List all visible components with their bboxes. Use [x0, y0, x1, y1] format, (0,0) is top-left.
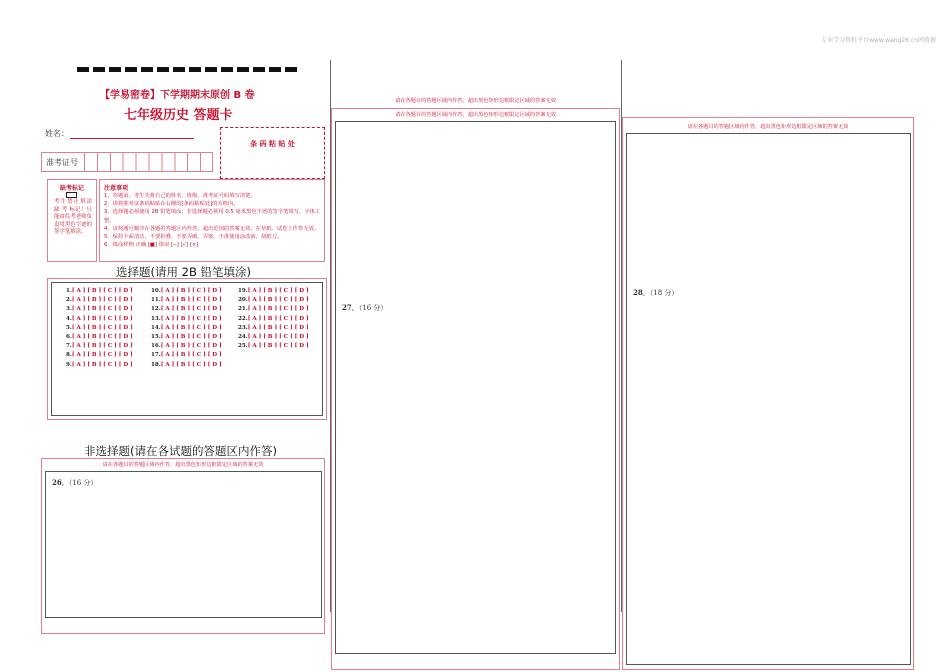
- choice-row[interactable]: 17.[ A ] [ B ] [ C ] [ D ]: [151, 352, 222, 359]
- choice-row[interactable]: 23.[ A ] [ B ] [ C ] [ D ]: [238, 324, 309, 331]
- question-28-label: 28．（18 分）: [633, 288, 679, 297]
- choice-row[interactable]: 25.[ A ] [ B ] [ C ] [ D ]: [238, 343, 309, 350]
- choice-row[interactable]: 5.[ A ] [ B ] [ C ] [ D ]: [66, 324, 133, 331]
- notice-item: 2．请将准考证条码粘贴在右侧的[条码粘贴处]的方框内。: [104, 201, 239, 208]
- nonchoice-section-title: 非选择题(请在各试题的答题区内作答): [84, 444, 277, 458]
- absent-mark-text: 考生禁止填涂 缺 考 标记！只能由监考老师负责用黑色字迹的签字笔填涂。: [54, 199, 92, 236]
- answer-warning: 请在各题目的答题区域内作答，超出黑色矩形边框限定区域的答案无效: [102, 462, 264, 468]
- name-field[interactable]: [70, 138, 194, 139]
- barcode-label: 条 码 粘 贴 处: [250, 140, 295, 148]
- choice-row[interactable]: 1.[ A ] [ B ] [ C ] [ D ]: [66, 288, 133, 294]
- notice-item: 3．选择题必须使用 2B 铅笔填涂；非选择题必须用 0.5 毫米黑色字迹的签字笔填写，字体工整。: [104, 209, 321, 224]
- choice-row[interactable]: 22.[ A ] [ B ] [ C ] [ D ]: [238, 315, 309, 322]
- choice-row[interactable]: 7.[ A ] [ B ] [ C ] [ D ]: [66, 343, 133, 350]
- choice-row[interactable]: 18.[ A ] [ B ] [ C ] [ D ]: [151, 361, 222, 368]
- choice-row[interactable]: 3.[ A ] [ B ] [ C ] [ D ]: [66, 306, 133, 313]
- question-27-label: 27．（16 分）: [342, 303, 388, 312]
- answer-area-28[interactable]: [626, 133, 911, 665]
- absent-mark-checkbox[interactable]: [66, 192, 77, 198]
- answer-area-26[interactable]: [45, 471, 322, 618]
- choice-row[interactable]: 2.[ A ] [ B ] [ C ] [ D ]: [66, 297, 133, 304]
- absent-mark-box: [47, 179, 97, 262]
- choice-row[interactable]: 12.[ A ] [ B ] [ C ] [ D ]: [151, 306, 222, 313]
- choice-row[interactable]: 6.[ A ] [ B ] [ C ] [ D ]: [66, 334, 133, 341]
- choice-row[interactable]: 10.[ A ] [ B ] [ C ] [ D ]: [151, 288, 222, 294]
- choice-row[interactable]: 8.[ A ] [ B ] [ C ] [ D ]: [66, 352, 133, 359]
- answer-warning: 请在各题目的答题区域内作答，超出黑色矩形边框限定区域的答案无效: [395, 98, 556, 104]
- choice-row[interactable]: 4.[ A ] [ B ] [ C ] [ D ]: [66, 315, 133, 322]
- answer-warning: 请在各题目的答题区域内作答，超出黑色矩形边框限定区域的答案无效: [395, 112, 556, 118]
- choice-row[interactable]: 20.[ A ] [ B ] [ C ] [ D ]: [238, 297, 309, 304]
- choice-row[interactable]: 24.[ A ] [ B ] [ C ] [ D ]: [238, 334, 309, 341]
- choice-row[interactable]: 9.[ A ] [ B ] [ C ] [ D ]: [66, 361, 133, 368]
- choice-row[interactable]: 15.[ A ] [ B ] [ C ] [ D ]: [151, 334, 222, 341]
- student-id-grid[interactable]: [41, 152, 213, 172]
- choice-column-3: [238, 287, 309, 351]
- choice-section-title: 选择题(请用 2B 铅笔填涂): [116, 265, 251, 279]
- choice-row[interactable]: 19.[ A ] [ B ] [ C ] [ D ]: [238, 288, 309, 294]
- answer-area-27[interactable]: [335, 121, 616, 654]
- absent-mark-title: 缺考标记: [59, 185, 84, 192]
- notice-title: 注意事项: [104, 185, 129, 192]
- notice-list: [104, 192, 322, 249]
- choice-column-2: [151, 287, 222, 370]
- choice-row[interactable]: 16.[ A ] [ B ] [ C ] [ D ]: [151, 343, 222, 350]
- brand-title: 【学易密卷】下学期期末原创 B 卷: [100, 90, 255, 101]
- question-26-label: 26．（16 分）: [52, 478, 98, 487]
- page-title: 七年级历史 答题卡: [124, 108, 233, 123]
- answer-warning: 请在各题目的答题区域内作答，超出黑色矩形边框限定区域的答案无效: [687, 124, 849, 130]
- choice-row[interactable]: 11.[ A ] [ B ] [ C ] [ D ]: [151, 297, 222, 304]
- barcode-area: [220, 127, 325, 179]
- choice-row[interactable]: 21.[ A ] [ B ] [ C ] [ D ]: [238, 306, 309, 313]
- choice-column-1: [66, 287, 133, 370]
- student-id-label: 准考证号: [46, 158, 78, 167]
- choice-row[interactable]: 14.[ A ] [ B ] [ C ] [ D ]: [151, 324, 222, 331]
- choice-row[interactable]: 13.[ A ] [ B ] [ C ] [ D ]: [151, 315, 222, 322]
- watermark: 专业学习资料平台www.wang26.cn网资源: [821, 37, 936, 44]
- name-label: 姓名：: [45, 129, 69, 138]
- notice-item: 4．请按题号顺序在各题的答题区内作答，超出范围的答案无效，在草纸、试卷上作答无效。: [104, 225, 320, 232]
- notice-box: [99, 179, 325, 262]
- id-digit-cells: [84, 153, 213, 171]
- notice-item: 6．填涂样例 正确 [■] 错误 [--] [√] [×]: [104, 242, 199, 249]
- notice-item: 1．答题前，考生先将自己的姓名、班级、准考证号码填写清楚。: [104, 193, 256, 199]
- notice-item: 5．保持卡面清洁，不要折叠、不要弄破、弄皱，不准使用涂改液、刮纸刀。: [104, 234, 283, 241]
